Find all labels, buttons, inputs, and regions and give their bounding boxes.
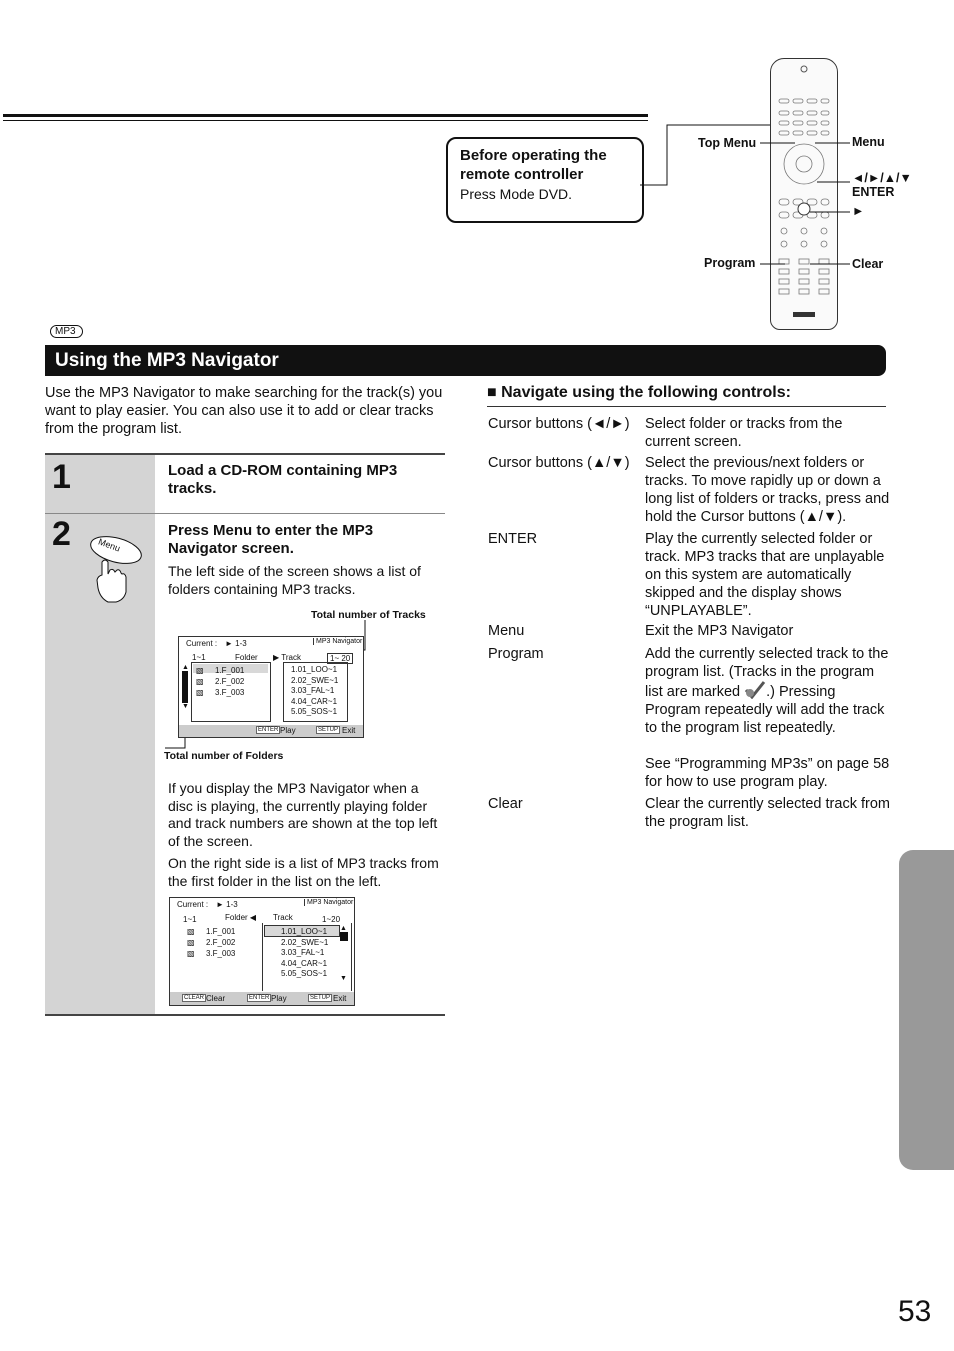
folder-item: 2.F_002 <box>206 938 236 947</box>
track-item: 3.03_FAL~1 <box>281 948 325 957</box>
track-item: 3.03_FAL~1 <box>291 686 335 695</box>
step-2-text2: If you display the MP3 Navigator when a disc is playing, the currently playing folder and track numbers are shown at the top left of the screen. <box>168 780 438 849</box>
square-bullet-icon: ■ <box>487 384 497 401</box>
header-rule-thin <box>3 120 648 121</box>
s2-current-label: Current : <box>177 900 209 909</box>
folder-icon: ▧ <box>187 927 195 936</box>
s1-track-header <box>273 653 301 662</box>
folder-item: 3.F_003 <box>206 949 236 958</box>
s1-enter-key: ENTER <box>258 727 279 733</box>
header-rule <box>3 114 648 117</box>
track-item: 1.01_LOO~1 <box>291 665 338 674</box>
s1-exit-label: Exit <box>342 726 356 735</box>
folder-item: 1.F_001 <box>206 927 236 936</box>
controls-heading <box>487 384 886 407</box>
s2-tracks <box>281 927 328 980</box>
s2-clear-key: CLEAR <box>184 995 205 1001</box>
control-desc-4 <box>645 645 890 737</box>
s1-scroll-down-icon: ▼ <box>182 703 189 710</box>
controls-heading-text: Navigate using the following controls: <box>501 384 791 401</box>
s2-scroll-track <box>340 941 348 975</box>
folder-item: 2.F_002 <box>215 677 245 686</box>
control-key-4: Program <box>488 646 544 662</box>
remote-label-enter: ENTER <box>852 185 895 199</box>
s2-scroll-thumb <box>340 932 348 941</box>
remote-label-arrows: ◄/►/▲/▼ <box>852 171 912 185</box>
track-item: 5.05_SOS~1 <box>281 969 328 978</box>
s2-current-value: ► 1-3 <box>216 900 238 909</box>
s1-folder-icons <box>196 665 204 698</box>
control-desc-0: Select folder or tracks from the current screen. <box>645 416 843 450</box>
s2-enter-key: ENTER <box>249 995 270 1001</box>
control-key-1: Cursor buttons (▲/▼) <box>488 455 630 471</box>
s2-title: MP3 Navigator <box>304 899 353 906</box>
s1-scroll-thumb <box>182 671 188 703</box>
remote-label-clear: Clear <box>852 257 884 271</box>
control-desc-2: Play the currently selected folder or track. MP3 tracks that are unplayable on this system are automatically skipped and the display shows “UNPLAYABLE”. <box>645 531 885 619</box>
mp3-navigator-screen-2 <box>169 897 355 1006</box>
s1-title: MP3 Navigator <box>313 638 362 645</box>
intro-text: Use the MP3 Navigator to make searching for the track(s) you want to play easier. You can also use it to add or clear tracks from the program list. <box>45 385 443 437</box>
step-bottom-rule <box>45 1014 445 1016</box>
s1-setup-key: SETUP <box>318 727 339 733</box>
step-divider <box>45 513 445 514</box>
folder-icon: ▧ <box>196 677 204 686</box>
remote-label-top-menu: Top Menu <box>698 136 757 150</box>
track-item: 4.04_CAR~1 <box>281 958 328 968</box>
s1-folder-count: 1~1 <box>192 653 206 662</box>
s1-folders <box>215 665 244 698</box>
step-top-rule <box>45 453 445 455</box>
control-key-3: Menu <box>488 623 525 639</box>
s2-footer <box>170 992 354 1005</box>
s1-track-header-icon: ▶ <box>273 653 280 662</box>
control-desc-3: Exit the MP3 Navigator <box>645 623 794 639</box>
track-item: 1.01_LOO~1 <box>281 927 328 936</box>
s2-play-label: Play <box>271 994 287 1003</box>
folder-item: 1.F_001 <box>215 666 245 675</box>
step-2-number: 2 <box>52 515 71 553</box>
s2-clear-label: Clear <box>206 994 226 1003</box>
folder-icon: ▧ <box>187 949 195 958</box>
s1-track-count: 1~ 20 <box>327 653 353 664</box>
s1-scrollbar <box>182 664 188 716</box>
s1-track-header-label: Track <box>281 653 301 662</box>
s2-scrollbar <box>340 925 348 982</box>
checkmark-icon <box>744 681 766 697</box>
mp3-navigator-screen-1 <box>178 636 364 738</box>
s2-scroll-down-icon: ▼ <box>340 975 347 982</box>
s2-folder-header <box>225 913 256 922</box>
s1-folder-header: Folder <box>235 653 258 662</box>
s2-folder-header-label: Folder <box>225 913 248 922</box>
hand-menu-label: Menu <box>96 536 122 554</box>
mp3-badge: MP3 <box>50 325 83 338</box>
control-key-5: Clear <box>488 796 523 812</box>
track-item: 2.02_SWE~1 <box>281 937 329 947</box>
step-1-title: Load a CD-ROM containing MP3 tracks. <box>168 462 398 497</box>
control-key-2: ENTER <box>488 531 538 547</box>
s2-folders <box>206 926 235 959</box>
s2-setup-key: SETUP <box>310 995 331 1001</box>
track-item: 4.04_CAR~1 <box>291 696 338 706</box>
folder-icon: ▧ <box>196 666 204 675</box>
step-2-title: Press Menu to enter the MP3 Navigator screen. <box>168 522 374 557</box>
remote-label-program: Program <box>704 256 756 270</box>
s2-track-header: Track <box>273 913 293 922</box>
s2-folder-icons <box>187 926 195 959</box>
page-number: 53 <box>898 1295 932 1328</box>
s2-track-count: 1~20 <box>322 915 341 924</box>
before-operating-callout <box>446 137 644 223</box>
track-item: 2.02_SWE~1 <box>291 675 339 685</box>
remote-label-menu: Menu <box>852 135 885 149</box>
control-desc-4-see: See “Programming MP3s” on page 58 for how to use program play. <box>645 756 890 790</box>
callout-sub: Press Mode DVD. <box>460 186 573 202</box>
control-key-0: Cursor buttons (◄/►) <box>488 416 630 432</box>
control-desc-1: Select the previous/next folders or tracks. To move rapidly up or down a long list of folders or tracks, press and hold the Cursor buttons (▲/▼). <box>645 455 890 525</box>
s1-footer <box>179 725 363 737</box>
s1-tracks <box>291 665 338 718</box>
folder-icon: ▧ <box>187 938 195 947</box>
s1-scroll-up-icon: ▲ <box>182 664 189 671</box>
s1-play-label: Play <box>280 726 296 735</box>
callout-title: Before operating the remote controller <box>460 147 607 183</box>
s2-scroll-up-icon: ▲ <box>340 925 347 932</box>
s1-current-value: ► 1-3 <box>225 639 247 648</box>
control-desc-4-b: .) Pressing Program repeatedly will add the track to the program list repeatedly. <box>645 684 885 736</box>
remote-leader-lines <box>755 140 855 275</box>
step-2-text3: On the right side is a list of MP3 tracks from the first folder in the list on the left. <box>168 855 439 889</box>
s1-current-label: Current : <box>186 639 218 648</box>
remote-label-play: ► <box>852 204 865 218</box>
s2-folder-arrow-icon: ◀ <box>249 913 257 922</box>
step-1-number: 1 <box>52 458 71 496</box>
s2-exit-label: Exit <box>333 994 347 1003</box>
s2-folder-count: 1~1 <box>183 915 197 924</box>
folder-item: 3.F_003 <box>215 688 245 697</box>
step-2-text1: The left side of the screen shows a list of folders containing MP3 tracks. <box>168 563 421 597</box>
side-thumb-tab <box>899 850 954 1170</box>
control-desc-5: Clear the currently selected track from the program list. <box>645 796 890 830</box>
track-item: 5.05_SOS~1 <box>291 707 338 716</box>
folder-icon: ▧ <box>196 688 204 697</box>
label-total-tracks: Total number of Tracks <box>311 609 426 621</box>
section-title: Using the MP3 Navigator <box>45 345 886 376</box>
control-desc-4-a: Add the currently selected track to the program list. (Tracks in the program list are marked <box>645 646 889 700</box>
label-total-folders: Total number of Folders <box>164 750 284 762</box>
